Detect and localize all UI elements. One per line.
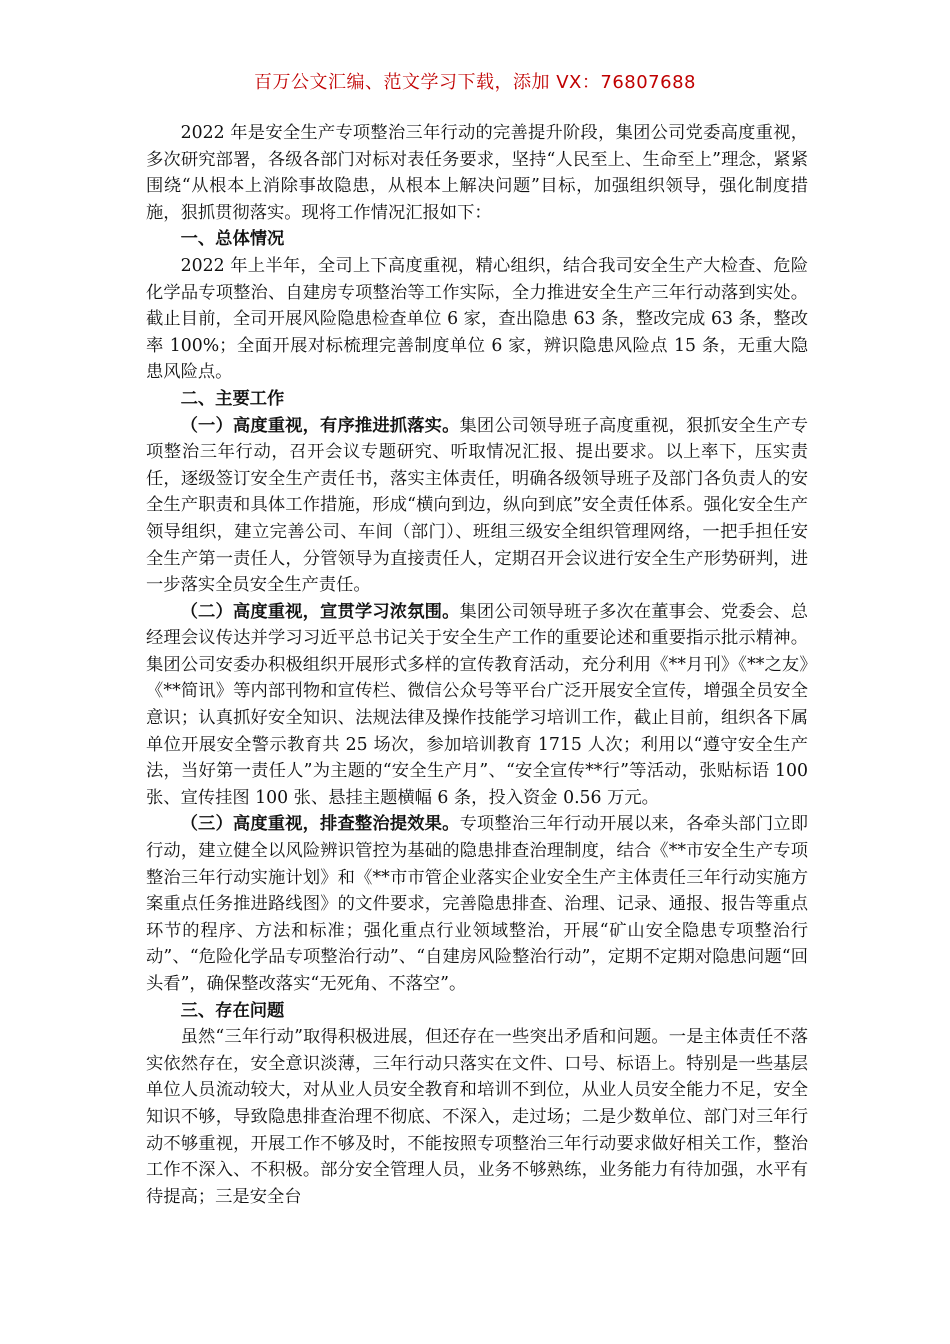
header-banner: 百万公文汇编、范文学习下载，添加 VX：76807688: [254, 72, 696, 93]
paragraph-text: 专项整治三年行动开展以来，各牵头部门立即行动，建立健全以风险辨识管控为基础的隐患排查治理制度，结合《**市安全生产专项整治三年行动实施计划》和《**市市管企业落实企业安全生产主体责任三年行动实施方案重点任务推进路线图》的文件要求，完善隐患排查、治理、记录、通报、报告等重点环节的程序、方法和标准；强化重点行业领域整治，开展“矿山安全隐患专项整治行动”、“危险化学品专项整治行动”、“自建房风险整治行动”，定期不定期对隐患问题“回头看”，确保整改落实“无死角、不落空”。: [146, 814, 808, 994]
main-work-paragraph-2: [146, 599, 808, 812]
document-body: [146, 120, 808, 1210]
section-heading-main-work: 二、主要工作: [180, 388, 285, 409]
problems-paragraph: 虽然“三年行动”取得积极进展，但还存在一些突出矛盾和问题。一是主体责任不落实依然存在，安全意识淡薄，三年行动只落实在文件、口号、标语上。特别是一些基层单位人员流动较大，对从业人员安全教育和培训不到位，从业人员安全能力不足，安全知识不够，导致隐患排查治理不彻底、不深入，走过场；二是少数单位、部门对三年行动不够重视，开展工作不够及时，不能按照专项整治三年行动要求做好相关工作，整治工作不深入、不积极。部分安全管理人员，业务不够熟练，业务能力有待加强，水平有待提高；三是安全台: [146, 1027, 808, 1207]
intro-paragraph: 2022 年是安全生产专项整治三年行动的完善提升阶段，集团公司党委高度重视，多次研究部署，各级各部门对标对表任务要求，坚持“人民至上、生命至上”理念，紧紧围绕“从根本上消除事故隐患，从根本上解决问题”目标，加强组织领导，强化制度措施，狠抓贯彻落实。现将工作情况汇报如下：: [146, 123, 808, 223]
overview-paragraph: 2022 年上半年，全司上下高度重视，精心组织，结合我司安全生产大检查、危险化学品专项整治、自建房专项整治等工作实际，全力推进安全生产三年行动落到实处。截止目前，全司开展风险隐患检查单位 6 家，查出隐患 63 条，整改完成 63 条，整改率 100%；全面开展对标梳理完善制度单位 6 家，辨识隐患风险点 15 条，无重大隐患风险点。: [146, 255, 808, 383]
paragraph-text: 集团公司领导班子高度重视，狠抓安全生产专项整治三年行动，召开会议专题研究、听取情况汇报、提出要求。以上率下，压实责任，逐级签订安全生产责任书，落实主体责任，明确各级领导班子及部门各负责人的安全生产职责和具体工作措施，形成“横向到边，纵向到底”安全责任体系。强化安全生产领导组织，建立完善公司、车间（部门）、班组三级安全组织管理网络，一把手担任安全生产第一责任人，分管领导为直接责任人，定期召开会议进行安全生产形势研判，进一步落实全员安全生产责任。: [146, 415, 808, 596]
section-heading-problems: 三、存在问题: [180, 1000, 285, 1021]
main-work-paragraph-1: [146, 413, 808, 599]
paragraph-lead: （二）高度重视，宣贯学习浓氛围。: [180, 601, 460, 622]
paragraph-lead: （三）高度重视，排查整治提效果。: [180, 814, 460, 835]
section-heading-overview: 一、总体情况: [180, 229, 285, 250]
main-work-paragraph-3: [146, 811, 808, 997]
paragraph-text: 集团公司领导班子多次在董事会、党委会、总经理会议传达并学习习近平总书记关于安全生产工作的重要论述和重要指示批示精神。集团公司安委办积极组织开展形式多样的宣传教育活动，充分利用《**月刊》《**之友》《**简讯》等内部刊物和宣传栏、微信公众号等平台广泛开展安全宣传，增强全员安全意识；认真抓好安全知识、法规法律及操作技能学习培训工作，截止目前，组织各下属单位开展安全警示教育共 25 场次，参加培训教育 1715 人次；利用以“遵守安全生产法，当好第一责任人”为主题的“安全生产月”、“安全宣传**行”等活动，张贴标语 100 张、宣传挂图 100 张、悬挂主题横幅 6 条，投入资金 0.56 万元。: [146, 601, 808, 808]
paragraph-lead: （一）高度重视，有序推进抓落实。: [180, 415, 460, 436]
